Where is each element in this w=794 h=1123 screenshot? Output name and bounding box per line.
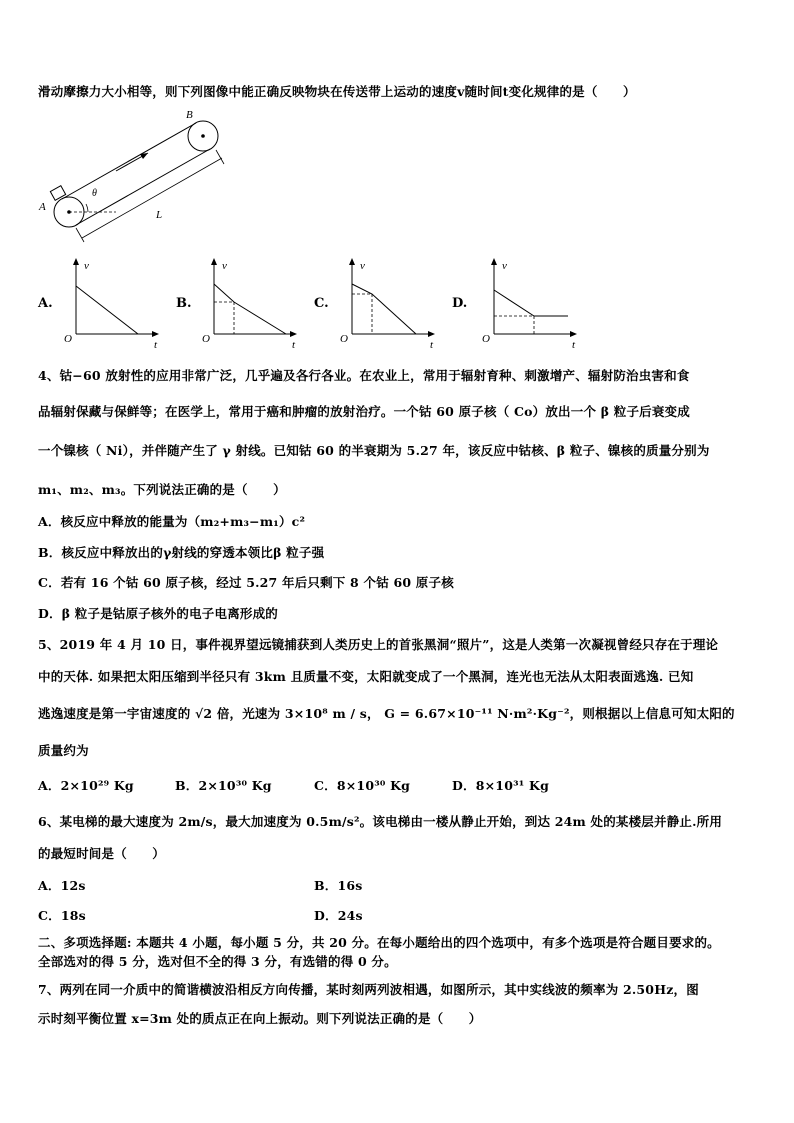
q5-option-d: D．8×10³¹ Kg (452, 778, 550, 793)
q6-option-d: D．24s (314, 908, 363, 923)
q5-line-1: 5、2019 年 4 月 10 日，事件视界望远镜捕获到人类历史上的首张黑洞“照片”，这是人类第一次凝视曾经只存在于理论 (38, 637, 719, 652)
svg-text:O: O (482, 333, 490, 345)
svg-text:O: O (64, 333, 72, 345)
q4-option-a: A．核反应中释放的能量为（m₂+m₃−m₁）c² (38, 514, 306, 529)
q4-line-1: 4、钴−60 放射性的应用非常广泛，几乎遍及各行各业。在农业上，常用于辐射育种、刺激增产、辐射防治虫害和食 (38, 368, 690, 383)
svg-text:v: v (222, 260, 227, 272)
q5-option-c: C．8×10³⁰ Kg (314, 778, 411, 793)
option-b-label: B. (176, 296, 192, 311)
q4-line-2: 品辐射保藏与保鲜等；在医学上，常用于癌和肿瘤的放射治疗。一个钴 60 原子核（ Co）放出一个 β 粒子后衰变成 (38, 404, 690, 419)
graph-option-a (60, 254, 165, 351)
svg-text:O: O (340, 333, 348, 345)
svg-text:v: v (84, 260, 89, 272)
svg-text:t: t (430, 339, 434, 351)
q5-option-a: A．2×10²⁹ Kg (38, 778, 134, 793)
q4-option-b: B．核反应中释放出的γ射线的穿透本领比β 粒子强 (38, 545, 325, 560)
q6-line-2: 的最短时间是（ ） (38, 846, 166, 861)
q7-line-1: 7、两列在同一介质中的简谐横波沿相反方向传播，某时刻两列波相遇，如图所示，其中实线波的频率为 2.50Hz，图 (38, 982, 699, 997)
conveyor-belt-figure (36, 106, 236, 246)
q4-line-4: m₁、m₂、m₃。下列说法正确的是（ ） (38, 482, 286, 497)
q4-option-c: C．若有 16 个钴 60 原子核，经过 5.27 年后只剩下 8 个钴 60 原子核 (38, 575, 454, 590)
svg-text:v: v (502, 260, 507, 272)
label-l: L (156, 209, 163, 221)
option-c-label: C. (314, 296, 329, 311)
label-a: A (39, 201, 46, 213)
graph-option-d (478, 254, 583, 351)
q6-option-c: C．18s (38, 908, 86, 923)
q5-line-2: 中的天体. 如果把太阳压缩到半径只有 3km 且质量不变，太阳就变成了一个黑洞，连光也无法从太阳表面逃逸. 已知 (38, 669, 694, 684)
graph-option-c (336, 254, 441, 351)
label-b: B (186, 109, 193, 121)
svg-text:t: t (154, 339, 158, 351)
q5-line-3: 逃逸速度是第一宇宙速度的 √2 倍，光速为 3×10⁸ m / s， G = 6.67×10⁻¹¹ N·m²·Kg⁻²，则根据以上信息可知太阳的 (38, 706, 735, 721)
q4-option-d: D．β 粒子是钴原子核外的电子电离形成的 (38, 606, 278, 621)
graph-option-b (198, 254, 303, 351)
svg-text:O: O (202, 333, 210, 345)
section2-line-2: 全部选对的得 5 分，选对但不全的得 3 分，有选错的得 0 分。 (38, 954, 397, 969)
svg-text:v: v (360, 260, 365, 272)
question-stem-line: 滑动摩擦力大小相等，则下列图像中能正确反映物块在传送带上运动的速度v随时间t变化规律的是（ ） (38, 84, 636, 99)
q7-line-2: 示时刻平衡位置 x=3m 处的质点正在向上振动。则下列说法正确的是（ ） (38, 1011, 482, 1026)
q6-line-1: 6、某电梯的最大速度为 2m/s，最大加速度为 0.5m/s²。该电梯由一楼从静止开始，到达 24m 处的某楼层并静止.所用 (38, 814, 723, 829)
q4-line-3: 一个镍核（ Ni），并伴随产生了 γ 射线。已知钴 60 的半衰期为 5.27 年，该反应中钴核、β 粒子、镍核的质量分别为 (38, 443, 710, 458)
option-a-label: A. (38, 296, 53, 311)
q5-option-b: B．2×10³⁰ Kg (175, 778, 272, 793)
option-d-label: D. (452, 296, 468, 311)
svg-text:t: t (292, 339, 296, 351)
q6-option-a: A．12s (38, 878, 86, 893)
q6-option-b: B．16s (314, 878, 363, 893)
label-theta: θ (92, 188, 97, 199)
svg-text:t: t (572, 339, 576, 351)
q5-line-4: 质量约为 (38, 743, 89, 758)
section2-line-1: 二、多项选择题: 本题共 4 小题，每小题 5 分，共 20 分。在每小题给出的四个选项中，有多个选项是符合题目要求的。 (38, 935, 720, 950)
